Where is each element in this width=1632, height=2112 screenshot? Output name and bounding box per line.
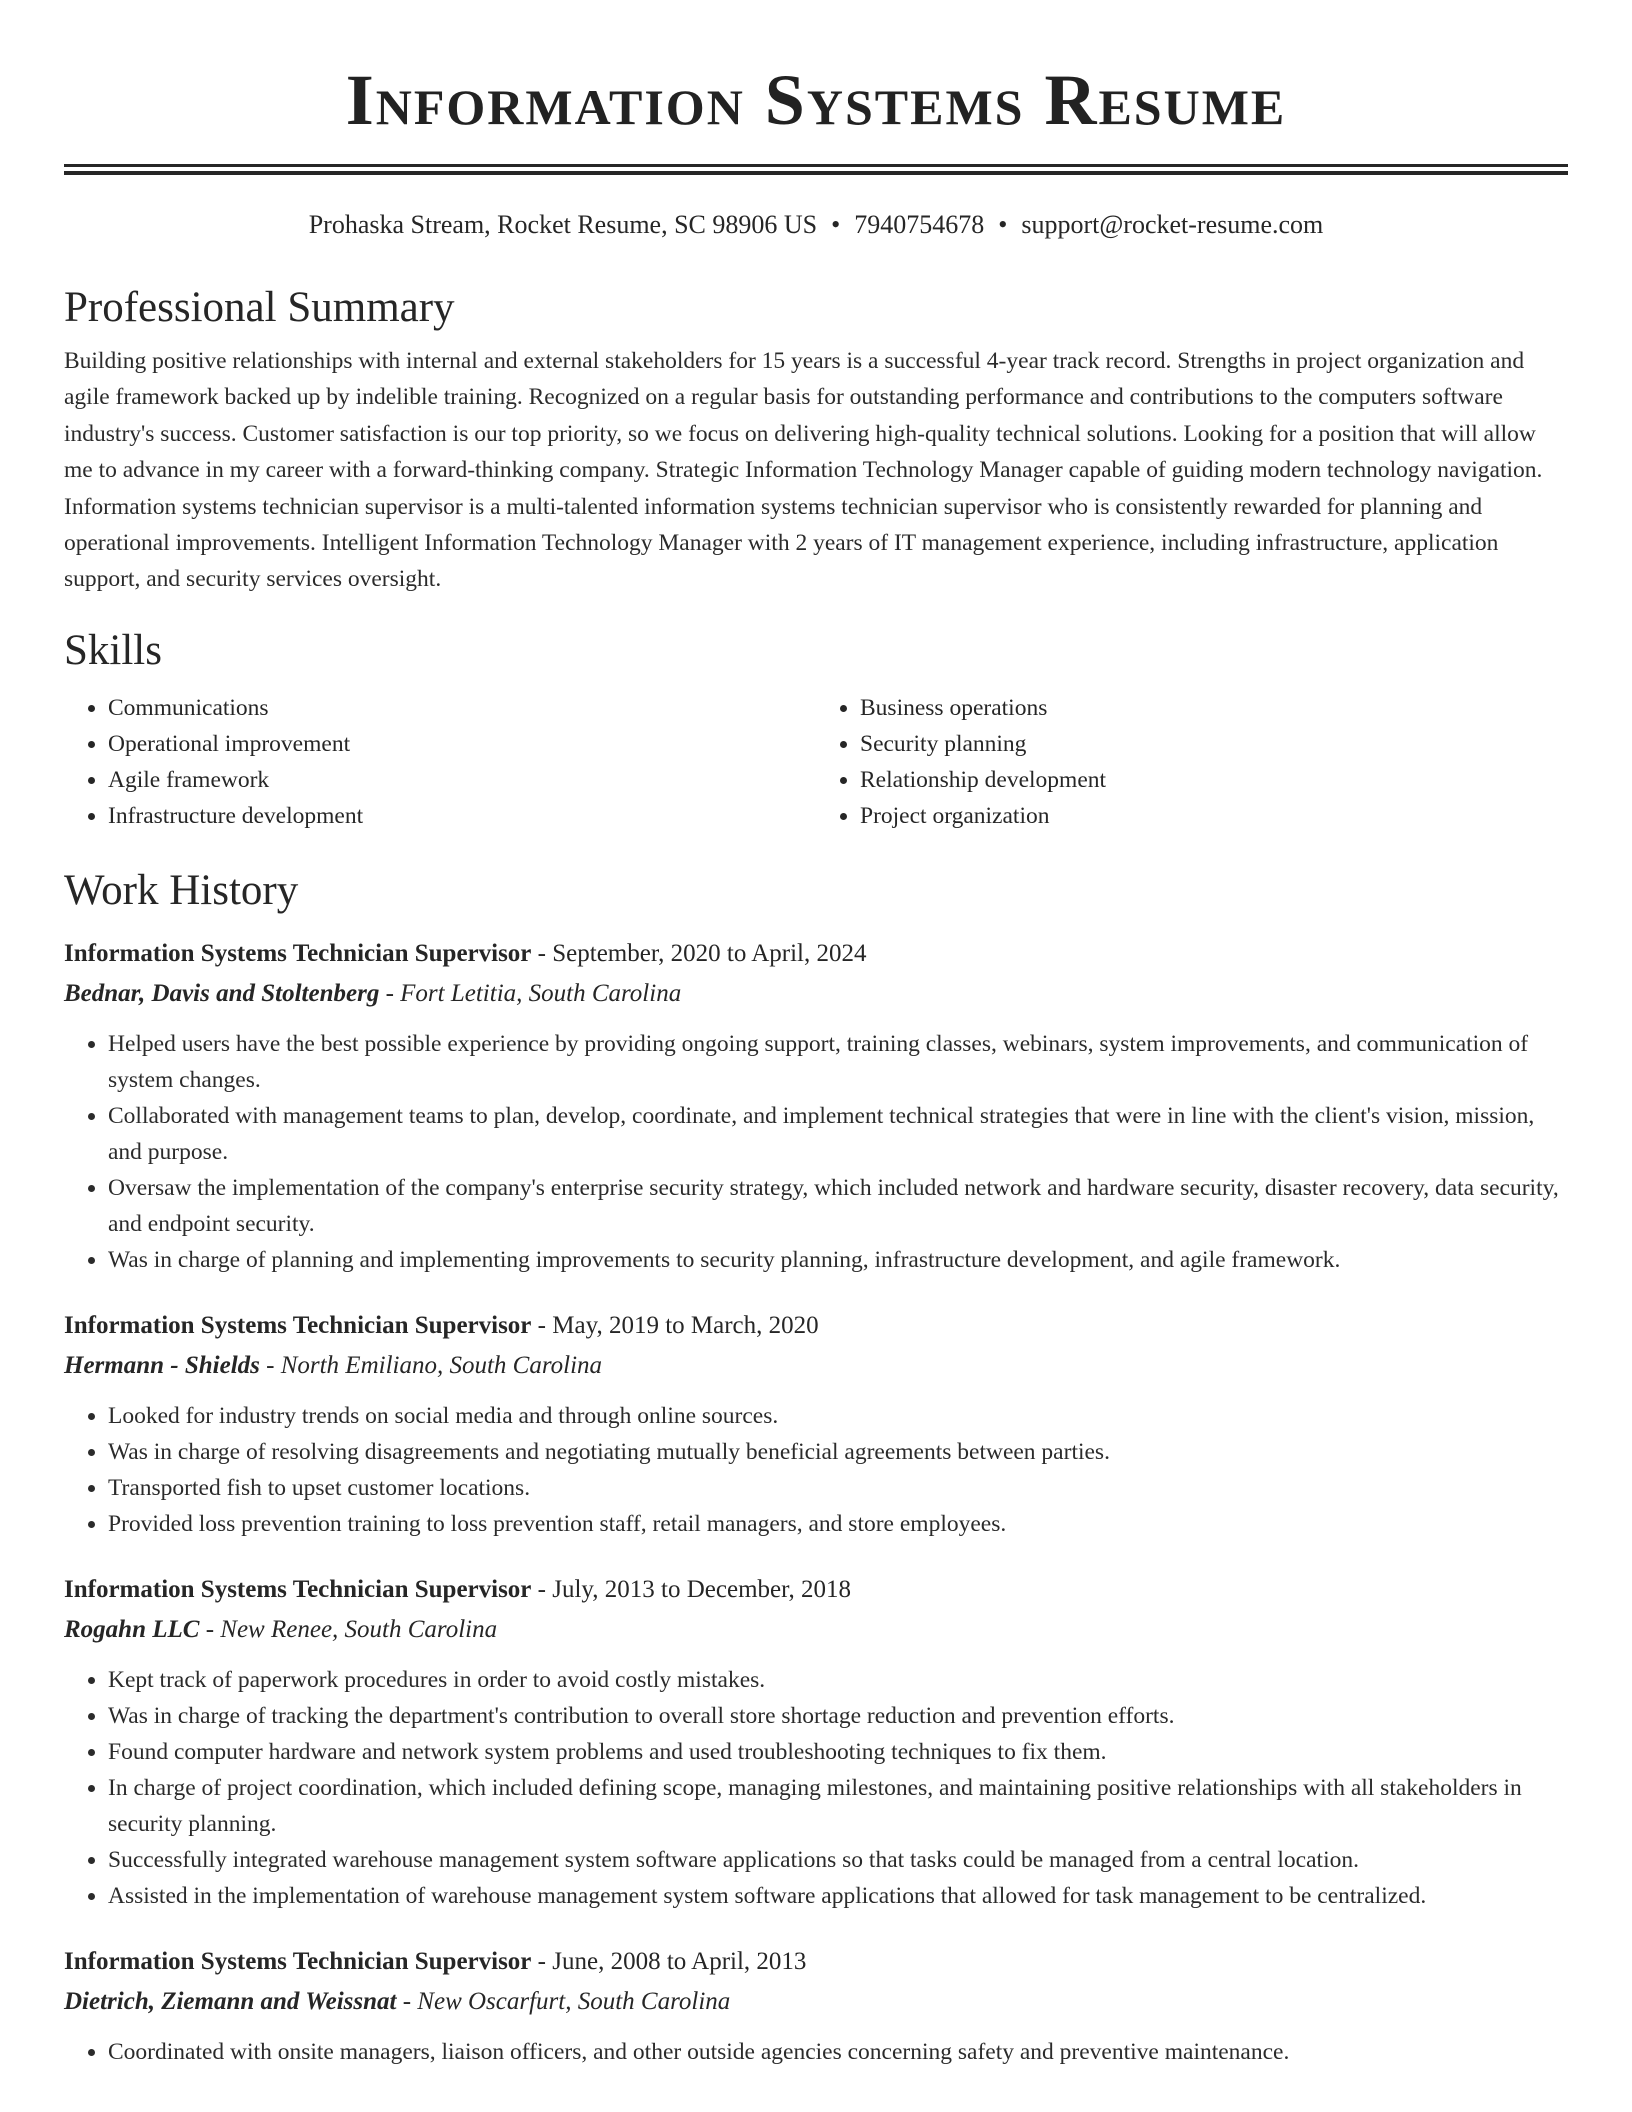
contact-phone: 7940754678 (854, 210, 985, 239)
skills-column-left (64, 690, 816, 834)
job-bullet: • Looked for industry trends on social media and through online sources. (108, 1398, 1568, 1434)
skill-item: • Project organization (860, 798, 1568, 834)
skills-grid (64, 690, 1568, 834)
contact-email: support@rocket-resume.com (1021, 210, 1324, 239)
job-bullet: • Successfully integrated warehouse management system software applications so that tasks could be managed from a central location. (108, 1842, 1568, 1878)
job-bullets (64, 1662, 1568, 1914)
job-title-line: Information Systems Technician Supervisor - May, 2019 to March, 2020 (64, 1311, 819, 1339)
skills-heading: Skills (64, 626, 162, 674)
job-bullets (64, 1026, 1568, 1278)
job-location: New Renee, South Carolina (220, 1615, 498, 1643)
contact-separator: • (998, 210, 1008, 239)
job-role: Information Systems Technician Supervisor (64, 1947, 532, 1975)
resume-title: Information Systems Resume (345, 60, 1287, 140)
skills-column-right (816, 690, 1568, 834)
job-title-line: Information Systems Technician Supervisor - June, 2008 to April, 2013 (64, 1947, 807, 1975)
contact-separator: • (831, 210, 841, 239)
job-company-line: Hermann - Shields - North Emiliano, South Carolina (64, 1351, 603, 1379)
work-history-heading: Work History (64, 866, 299, 914)
skill-item: • Operational improvement (108, 726, 816, 762)
skill-item: • Security planning (860, 726, 1568, 762)
skill-item: • Agile framework (108, 762, 816, 798)
job-dates: September, 2020 to April, 2024 (552, 939, 867, 967)
skill-item: • Infrastructure development (108, 798, 816, 834)
job-bullet: • Transported fish to upset customer locations. (108, 1470, 1568, 1506)
job-bullet: • Coordinated with onsite managers, liaison officers, and other outside agencies concerning safety and preventive maintenance. (108, 2034, 1568, 2070)
job-bullet: • Kept track of paperwork procedures in order to avoid costly mistakes. (108, 1662, 1568, 1698)
job-company: Hermann - Shields (64, 1351, 260, 1379)
job-entry (64, 1944, 1568, 2070)
job-dates: May, 2019 to March, 2020 (552, 1311, 819, 1339)
job-dates: July, 2013 to December, 2018 (552, 1575, 851, 1603)
job-bullet: • Assisted in the implementation of warehouse management system software applications that allowed for task management to be centralized. (108, 1878, 1568, 1914)
job-location: Fort Letitia, South Carolina (400, 979, 682, 1007)
job-bullet: • Provided loss prevention training to loss prevention staff, retail managers, and store employees. (108, 1506, 1568, 1542)
job-company: Rogahn LLC (64, 1615, 200, 1643)
summary-text: Building positive relationships with internal and external stakeholders for 15 years is a successful 4-year track record. Strengths in project organization and agile framework backed up by indelible training. Recognized on a regular basis for outstanding performance and contributions to the computers software industry's success. Customer satisfaction is our top priority, so we focus on delivering high-quality technical solutions. Looking for a position that will allow me to advance in my career with a forward-thinking company. Strategic Information Technology Manager capable of guiding modern technology navigation. Information systems technician supervisor is a multi-talented information systems technician supervisor who is consistently rewarded for planning and operational improvements. Intelligent Information Technology Manager with 2 years of IT management experience, including infrastructure, application support, and security services oversight. (64, 348, 1543, 593)
job-bullet: • Oversaw the implementation of the company's enterprise security strategy, which included network and hardware security, disaster recovery, data security, and endpoint security. (108, 1170, 1568, 1242)
job-location: North Emiliano, South Carolina (280, 1351, 603, 1379)
job-role: Information Systems Technician Supervisor (64, 939, 532, 967)
job-bullet: • Was in charge of resolving disagreements and negotiating mutually beneficial agreements between parties. (108, 1434, 1568, 1470)
skill-item: • Relationship development (860, 762, 1568, 798)
job-location: New Oscarfurt, South Carolina (417, 1987, 731, 2015)
title-double-rule (64, 164, 1568, 175)
job-company-line: Bednar, Davis and Stoltenberg - Fort Letitia, South Carolina (64, 979, 682, 1007)
job-dates: June, 2008 to April, 2013 (552, 1947, 807, 1975)
contact-line (64, 209, 1568, 241)
job-bullet: • Collaborated with management teams to plan, develop, coordinate, and implement technical strategies that were in line with the client's vision, mission, and purpose. (108, 1098, 1568, 1170)
summary-heading: Professional Summary (64, 284, 455, 331)
job-entry (64, 1572, 1568, 1914)
job-company-line: Dietrich, Ziemann and Weissnat - New Oscarfurt, South Carolina (64, 1987, 731, 2015)
skill-item: • Business operations (860, 690, 1568, 726)
job-bullet: • In charge of project coordination, which included defining scope, managing milestones, and maintaining positive relationships with all stakeholders in security planning. (108, 1770, 1568, 1842)
job-bullet: • Was in charge of tracking the department's contribution to overall store shortage reduction and prevention efforts. (108, 1698, 1568, 1734)
job-role: Information Systems Technician Supervisor (64, 1311, 532, 1339)
job-title-line: Information Systems Technician Supervisor - July, 2013 to December, 2018 (64, 1575, 851, 1603)
job-bullet: • Found computer hardware and network system problems and used troubleshooting techniques to fix them. (108, 1734, 1568, 1770)
job-company: Dietrich, Ziemann and Weissnat (64, 1987, 397, 2015)
job-title-line: Information Systems Technician Supervisor - September, 2020 to April, 2024 (64, 939, 867, 967)
job-company-line: Rogahn LLC - New Renee, South Carolina (64, 1615, 498, 1643)
job-entry (64, 936, 1568, 1278)
job-bullets (64, 1398, 1568, 1542)
job-bullet: • Was in charge of planning and implementing improvements to security planning, infrastructure development, and agile framework. (108, 1242, 1568, 1278)
job-bullet: • Helped users have the best possible experience by providing ongoing support, training classes, webinars, system improvements, and communication of system changes. (108, 1026, 1568, 1098)
job-entry (64, 1308, 1568, 1542)
job-bullets (64, 2034, 1568, 2070)
skill-item: • Communications (108, 690, 816, 726)
contact-address: Prohaska Stream, Rocket Resume, SC 98906 US (308, 210, 818, 239)
job-company: Bednar, Davis and Stoltenberg (64, 979, 380, 1007)
job-role: Information Systems Technician Supervisor (64, 1575, 532, 1603)
